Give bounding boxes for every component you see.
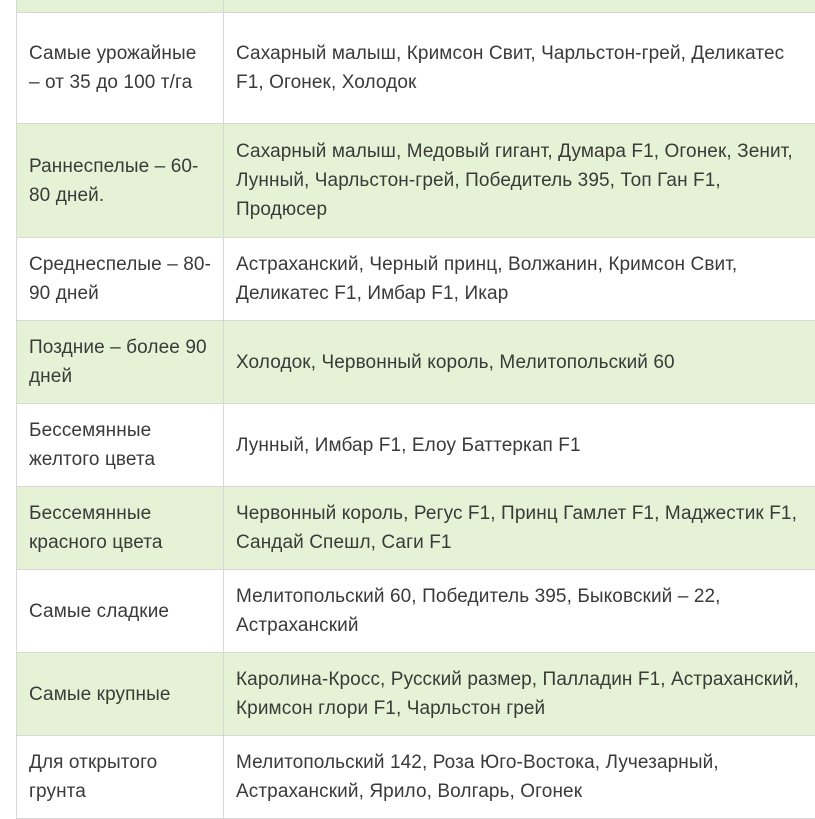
table-row (17, 13, 815, 124)
varieties-table-container (16, 0, 815, 819)
table-row (17, 736, 815, 819)
category-cell: Бессемянные желтого цвета (17, 404, 224, 487)
varieties-cell (224, 0, 815, 13)
table-row-partial (17, 0, 815, 13)
varieties-cell: Червонный король, Регус F1, Принц Гамлет F1, Маджестик F1, Сандай Спешл, Саги F1 (224, 487, 815, 570)
category-cell: Бессемянные красного цвета (17, 487, 224, 570)
category-cell: Для открытого грунта (17, 736, 224, 819)
table-row (17, 487, 815, 570)
varieties-cell: Каролина-Кросс, Русский размер, Палладин F1, Астраханский, Кримсон глори F1, Чарльстон грей (224, 653, 815, 736)
table-row (17, 238, 815, 321)
category-cell: Среднеспелые – 80-90 дней (17, 238, 224, 321)
table-row (17, 404, 815, 487)
varieties-cell: Мелитопольский 60, Победитель 395, Быковский – 22, Астраханский (224, 570, 815, 653)
category-cell: Самые урожайные – от 35 до 100 т/га (17, 13, 224, 124)
category-cell (17, 0, 224, 13)
varieties-cell: Лунный, Имбар F1, Елоу Баттеркап F1 (224, 404, 815, 487)
varieties-cell: Холодок, Червонный король, Мелитопольский 60 (224, 321, 815, 404)
table-body (17, 0, 815, 819)
category-cell: Раннеспелые – 60-80 дней. (17, 124, 224, 238)
watermelon-varieties-table (16, 0, 815, 819)
category-cell: Поздние – более 90 дней (17, 321, 224, 404)
table-row (17, 124, 815, 238)
table-row (17, 570, 815, 653)
table-row (17, 321, 815, 404)
table-row (17, 653, 815, 736)
category-cell: Самые сладкие (17, 570, 224, 653)
varieties-cell: Мелитопольский 142, Роза Юго-Востока, Лучезарный, Астраханский, Ярило, Волгарь, Огонек (224, 736, 815, 819)
varieties-cell: Сахарный малыш, Кримсон Свит, Чарльстон-грей, Деликатес F1, Огонек, Холодок (224, 13, 815, 124)
category-cell: Самые крупные (17, 653, 224, 736)
varieties-cell: Астраханский, Черный принц, Волжанин, Кримсон Свит, Деликатес F1, Имбар F1, Икар (224, 238, 815, 321)
varieties-cell: Сахарный малыш, Медовый гигант, Думара F1, Огонек, Зенит, Лунный, Чарльстон-грей, Победитель 395, Топ Ган F1, Продюсер (224, 124, 815, 238)
